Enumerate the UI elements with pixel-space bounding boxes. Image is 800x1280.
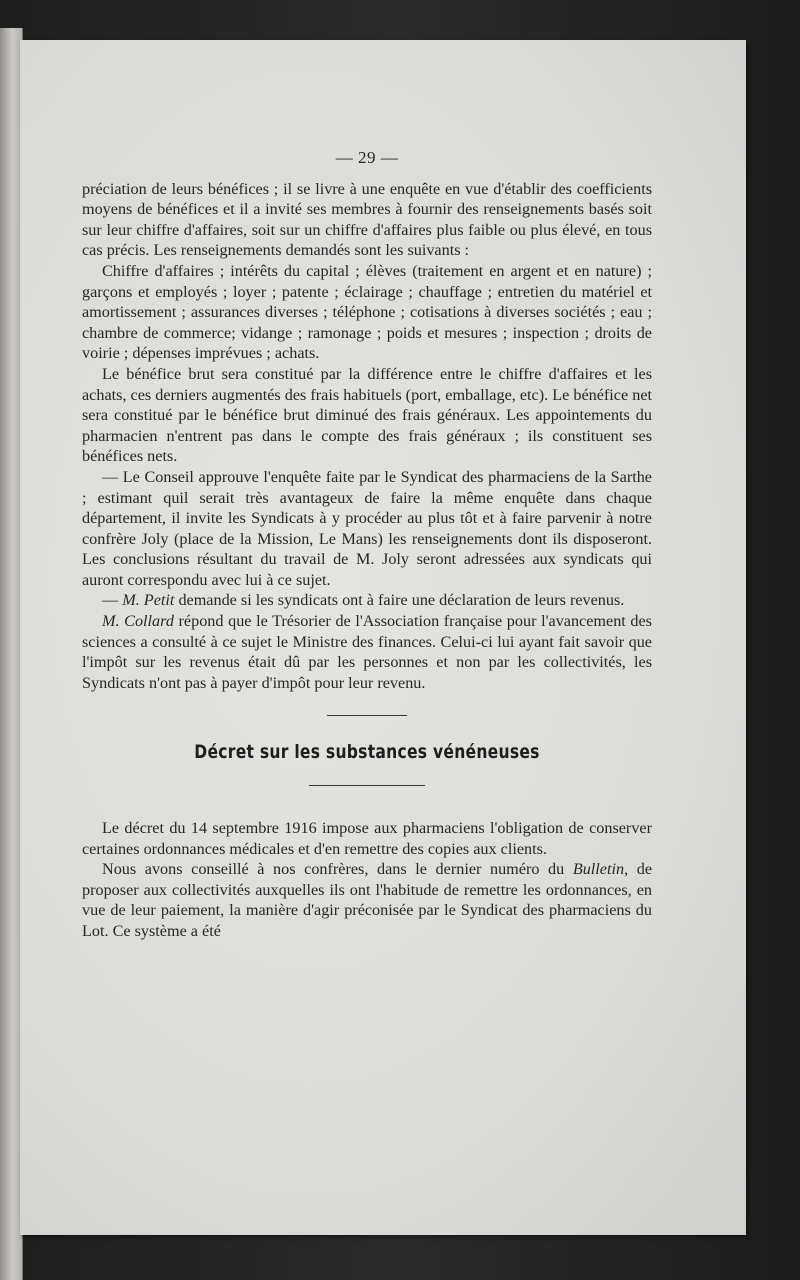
collard-text: répond que le Trésorier de l'Association française pour l'avancement des sciences a consulté à ce sujet le Ministre des finances. Celui-ci lui ayant fait savoir que l'impôt sur les revenus était dû par les personnes et non par les collectivités, les Syndicats n'ont pas à payer d'impôt pour leur revenu. — [82, 612, 652, 692]
paragraph-conseil-approuve: — Le Conseil approuve l'enquête faite par le Syndicat des pharmaciens de la Sarthe ; estimant quil serait très avantageux de faire la même enquête dans chaque département, il invite les Syndicats à y procéder au plus tôt et à faire parvenir à notre confrère Joly (place de la Mission, Le Mans) les renseignements dont ils disposeront. Les conclusions résultant du travail de M. Joly seront adressées aux syndicats qui auront correspondu avec lui à ce sujet. — [82, 467, 652, 589]
paragraph-bulletin — [82, 859, 652, 941]
paragraph-benefice-brut: Le bénéfice brut sera constitué par la différence entre le chiffre d'affaires et les achats, ces derniers augmentés des frais habituels (port, emballage, etc). Le bénéfice net sera constitué par le bénéfice brut diminué des frais généraux. Les appointements du pharmacien n'entrent pas dans le compte des frais généraux ; ils constituent ses bénéfices nets. — [82, 364, 652, 466]
speaker-petit: M. Petit — [122, 591, 175, 610]
dash-prefix: — — [102, 591, 123, 610]
speaker-collard: M. Collard — [102, 612, 174, 631]
book-page — [20, 40, 746, 1235]
paragraph-collard — [82, 611, 652, 693]
paragraph-expense-list: Chiffre d'affaires ; intérêts du capital ; élèves (traitement en argent et en nature) ; garçons et employés ; loyer ; patente ; éclairage ; chauffage ; entretien du matériel et amortissement ; assurances diverses ; téléphone ; cotisations à diverses sociétés ; eau ; chambre de commerce; vidange ; ramonage ; poids et mesures ; inspection ; droits de voirie ; dépenses imprévues ; achats. — [82, 261, 652, 363]
bulletin-post: , de proposer aux collectivités auxquelles ils ont l'habitude de remettre les ordonnances, en vue de leur paiement, la manière d'agir préconisée par le Syndicat des pharmaciens du Lot. Ce système a été — [82, 860, 653, 940]
paragraph-decret: Le décret du 14 septembre 1916 impose aux pharmaciens l'obligation de conserver certaines ordonnances médicales et d'en remettre des copies aux clients. — [82, 819, 652, 858]
bulletin-title: Bulletin — [572, 860, 625, 879]
petit-text: demande si les syndicats ont à faire une déclaration de leurs revenus. — [174, 591, 625, 610]
section-title: Décret sur les substances vénéneuses — [194, 741, 540, 764]
paragraph-petit — [82, 590, 652, 611]
page-number: — 29 — — [335, 148, 399, 167]
title-underline-rule — [309, 785, 425, 786]
page-text-block — [82, 148, 652, 942]
bulletin-pre: Nous avons conseillé à nos confrères, dans le dernier numéro du — [102, 860, 573, 879]
paragraph-preciation: préciation de leurs bénéfices ; il se livre à une enquête en vue d'établir des coefficients moyens de bénéfices et il a invité ses membres à fournir des renseignements basés soit sur leur chiffre d'affaires, soit sur un chiffre d'affaires plus faible ou plus élevé, en tous cas précis. Les renseignements demandés sont les suivants : — [82, 179, 652, 260]
section-divider-rule — [327, 715, 407, 716]
